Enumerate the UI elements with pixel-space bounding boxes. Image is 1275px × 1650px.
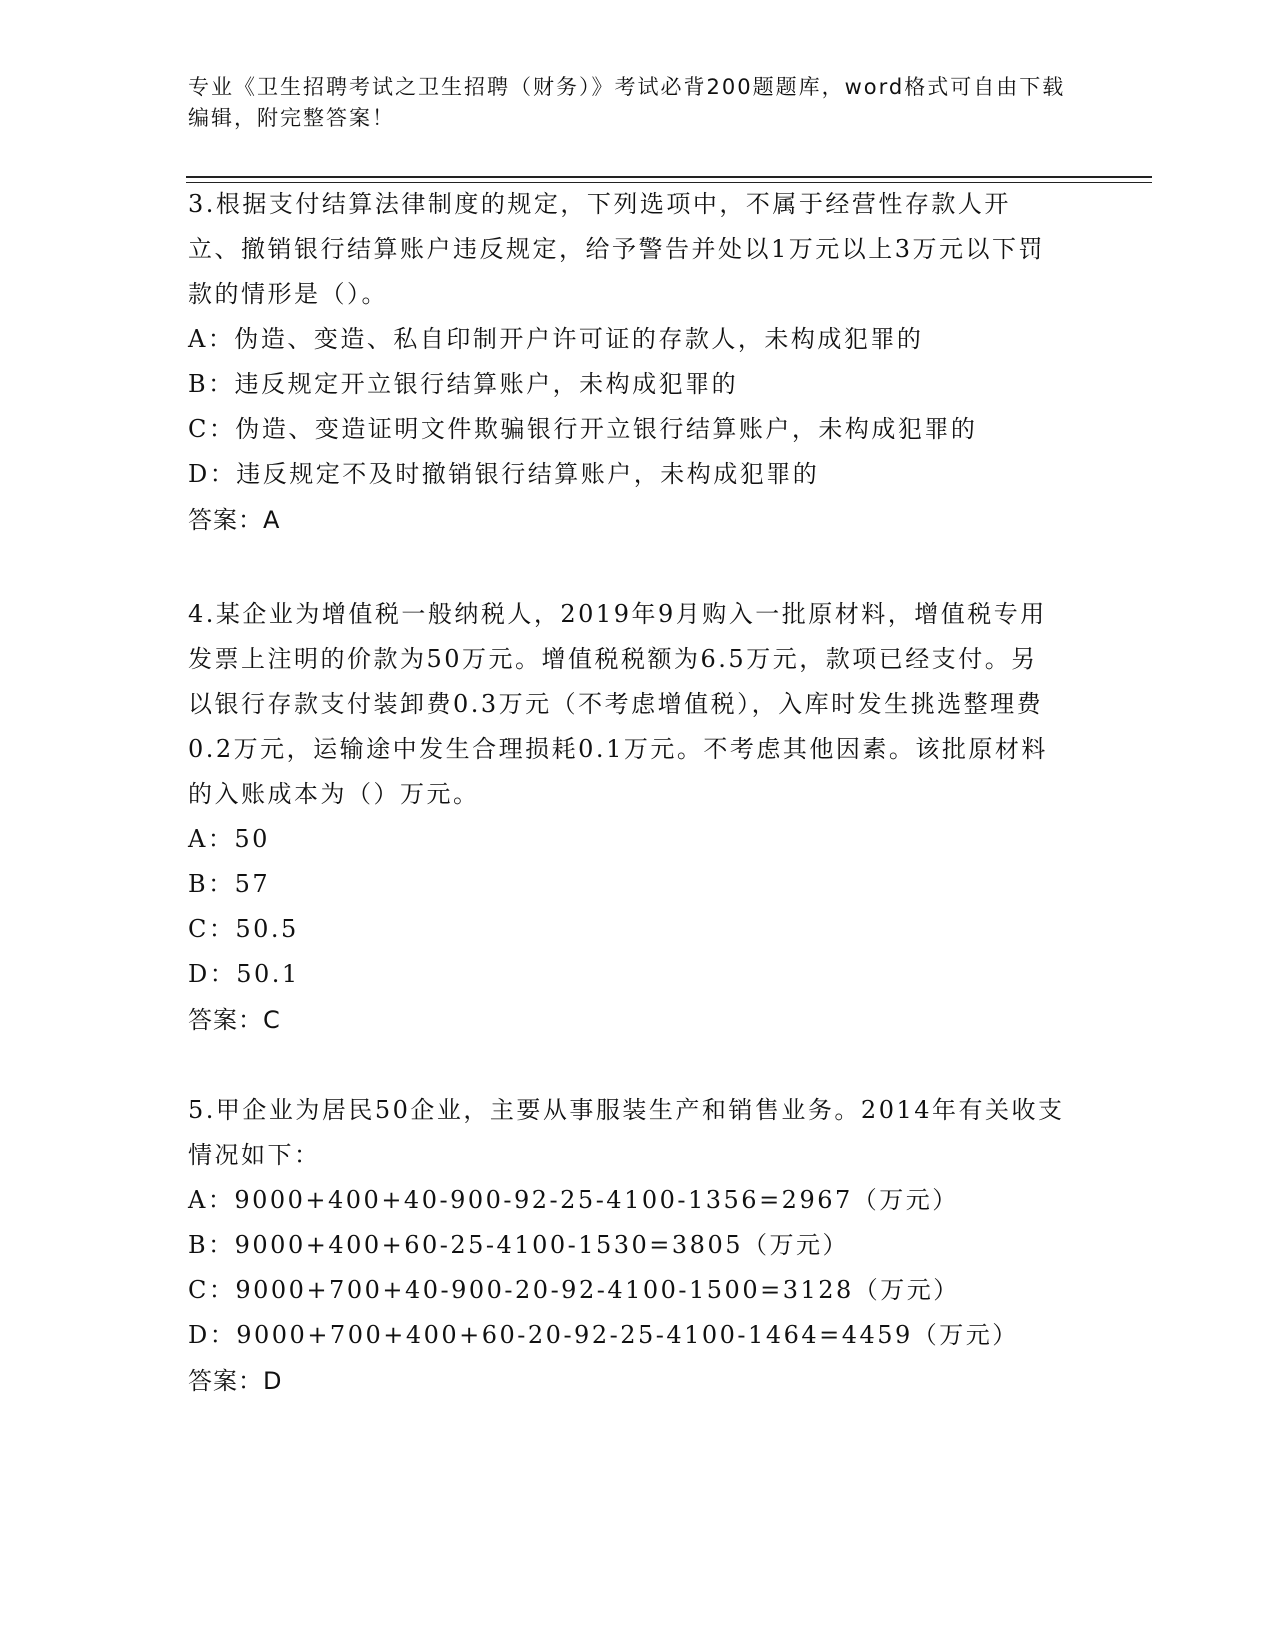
option-a: A：伪造、变造、私自印制开户许可证的存款人，未构成犯罪的 xyxy=(188,325,924,353)
option-a: A：9000+400+40-900-92-25-4100-1356=2967（万元） xyxy=(188,1186,959,1214)
option-d: D：9000+700+400+60-20-92-25-4100-1464=4459（万元） xyxy=(188,1321,1019,1349)
question-stem: 5.甲企业为居民50企业，主要从事服装生产和销售业务。2014年有关收支情况如下： xyxy=(188,1096,1065,1169)
header-divider-thick xyxy=(186,176,1152,178)
option-b: B：违反规定开立银行结算账户，未构成犯罪的 xyxy=(188,370,739,398)
option-c: C：9000+700+40-900-20-92-4100-1500=3128（万元） xyxy=(188,1276,960,1304)
option-list xyxy=(188,817,1063,997)
option-c: C：50.5 xyxy=(188,915,299,943)
option-b: B：57 xyxy=(188,870,271,898)
question-block-4 xyxy=(188,592,1063,1043)
answer-label: 答案：C xyxy=(188,1006,281,1034)
question-block-5 xyxy=(188,1088,1088,1404)
answer-label: 答案：D xyxy=(188,1367,283,1395)
question-stem: 3.根据支付结算法律制度的规定，下列选项中，不属于经营性存款人开立、撤销银行结算账户违反规定，给予警告并处以1万元以上3万元以下罚款的情形是（）。 xyxy=(188,190,1046,308)
option-d: D：违反规定不及时撤销银行结算账户，未构成犯罪的 xyxy=(188,460,820,488)
document-header xyxy=(188,72,1068,134)
option-b: B：9000+400+60-25-4100-1530=3805（万元） xyxy=(188,1231,849,1259)
answer-label: 答案：A xyxy=(188,506,281,534)
question-block-3 xyxy=(188,182,1048,543)
question-stem: 4.某企业为增值税一般纳税人，2019年9月购入一批原材料，增值税专用发票上注明的价款为50万元。增值税税额为6.5万元，款项已经支付。另以银行存款支付装卸费0.3万元（不考虑增值税），入库时发生挑选整理费0.2万元，运输途中发生合理损耗0.1万元。不考虑其他因素。该批原材料的入账成本为（）万元。 xyxy=(188,600,1048,808)
option-a: A：50 xyxy=(188,825,270,853)
option-d: D：50.1 xyxy=(188,960,300,988)
option-list xyxy=(188,317,1048,497)
option-list xyxy=(188,1178,1088,1358)
document-title: 专业《卫生招聘考试之卫生招聘（财务）》考试必背200题题库，word格式可自由下载编辑，附完整答案！ xyxy=(188,75,1066,130)
option-c: C：伪造、变造证明文件欺骗银行开立银行结算账户，未构成犯罪的 xyxy=(188,415,978,443)
